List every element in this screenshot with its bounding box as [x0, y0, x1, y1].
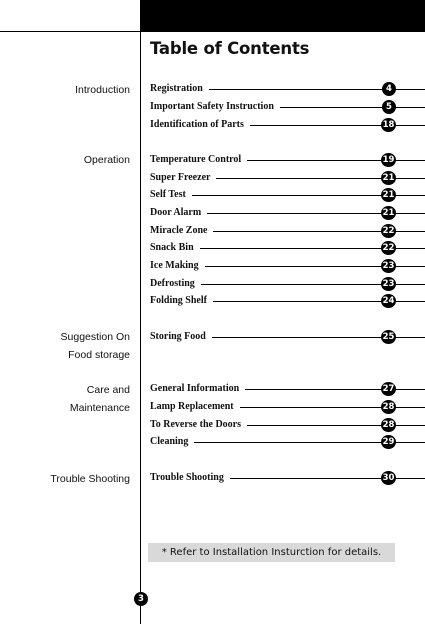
page-number-badge: 23 [382, 279, 395, 289]
toc-entry[interactable] [150, 382, 425, 396]
toc-entry-label: Temperature Control [150, 153, 247, 167]
page-number-badge: 24 [382, 296, 395, 306]
toc-entry-label: General Information [150, 382, 245, 396]
page-number-badge: 21 [382, 190, 395, 200]
page-number-badge: 28 [382, 420, 395, 430]
header-bar [140, 0, 425, 32]
toc-entry-label: To Reverse the Doors [150, 418, 247, 432]
page-number-badge: 4 [382, 82, 396, 96]
section-label-line: Suggestion On [60, 331, 130, 343]
toc-entry[interactable] [150, 400, 425, 414]
toc-entry[interactable] [150, 471, 425, 485]
toc-entry-label: Defrosting [150, 277, 201, 291]
toc-entry-label: Cleaning [150, 435, 194, 449]
toc-entry-label: Storing Food [150, 330, 212, 344]
page-number-badge: 27 [382, 384, 395, 394]
toc-entry[interactable] [150, 171, 425, 185]
page-number-badge: 21 [382, 208, 395, 218]
section-label-suggestion [61, 328, 130, 364]
page-number: 3 [134, 592, 148, 606]
toc-entry[interactable] [150, 418, 425, 432]
toc-entry[interactable] [150, 277, 425, 291]
page-number-badge: 19 [382, 155, 395, 165]
toc-entry[interactable] [150, 153, 425, 167]
toc-entry[interactable] [150, 118, 425, 132]
divider-line [140, 32, 141, 624]
toc-entry-label: Identification of Parts [150, 118, 250, 132]
toc-entry-label: Trouble Shooting [150, 471, 230, 485]
section-label-operation [84, 151, 130, 169]
toc-entry-label: Important Safety Instruction [150, 100, 280, 114]
page-number-badge: 23 [382, 261, 395, 271]
toc-entry-label: Lamp Replacement [150, 400, 240, 414]
section-label-line: Maintenance [69, 402, 130, 414]
toc-entry-label: Door Alarm [150, 206, 207, 220]
page-number-badge: 18 [382, 120, 395, 130]
toc-entry-label: Ice Making [150, 259, 205, 273]
page-number-badge: 25 [382, 332, 395, 342]
toc-entry-label: Registration [150, 82, 209, 96]
toc-entry[interactable] [150, 241, 425, 255]
section-label-trouble [50, 470, 130, 488]
toc-entry-label: Snack Bin [150, 241, 200, 255]
header-rule [0, 31, 140, 32]
installation-note: * Refer to Installation Insturction for details. [148, 543, 395, 562]
page-number-badge: 5 [382, 100, 396, 114]
page-number-badge: 22 [382, 243, 395, 253]
toc-entry[interactable] [150, 259, 425, 273]
section-label-line: Trouble Shooting [50, 473, 130, 485]
toc-entry[interactable] [150, 100, 425, 114]
toc-entry-label: Miracle Zone [150, 224, 213, 238]
toc-entry[interactable] [150, 435, 425, 449]
toc-entry[interactable] [150, 330, 425, 344]
page-number-badge: 22 [382, 226, 395, 236]
page-number-badge: 28 [382, 402, 395, 412]
page-title: Table of Contents [150, 39, 310, 58]
toc-entry-label: Folding Shelf [150, 294, 213, 308]
page-number-badge: 29 [382, 437, 395, 447]
section-label-line: Care and [86, 384, 130, 396]
page-number-badge: 30 [382, 473, 395, 483]
toc-entry[interactable] [150, 82, 425, 96]
toc-entry[interactable] [150, 206, 425, 220]
section-label-line: Operation [83, 154, 130, 166]
toc-entry-label: Self Test [150, 188, 192, 202]
page-number-badge: 21 [382, 173, 395, 183]
section-label-introduction [75, 81, 130, 99]
section-label-line: Food storage [68, 349, 130, 361]
toc-entry-label: Super Freezer [150, 171, 216, 185]
section-label-care [70, 381, 130, 417]
section-label-line: Introduction [75, 84, 130, 96]
toc-entry[interactable] [150, 224, 425, 238]
toc-entry[interactable] [150, 294, 425, 308]
toc-entry[interactable] [150, 188, 425, 202]
